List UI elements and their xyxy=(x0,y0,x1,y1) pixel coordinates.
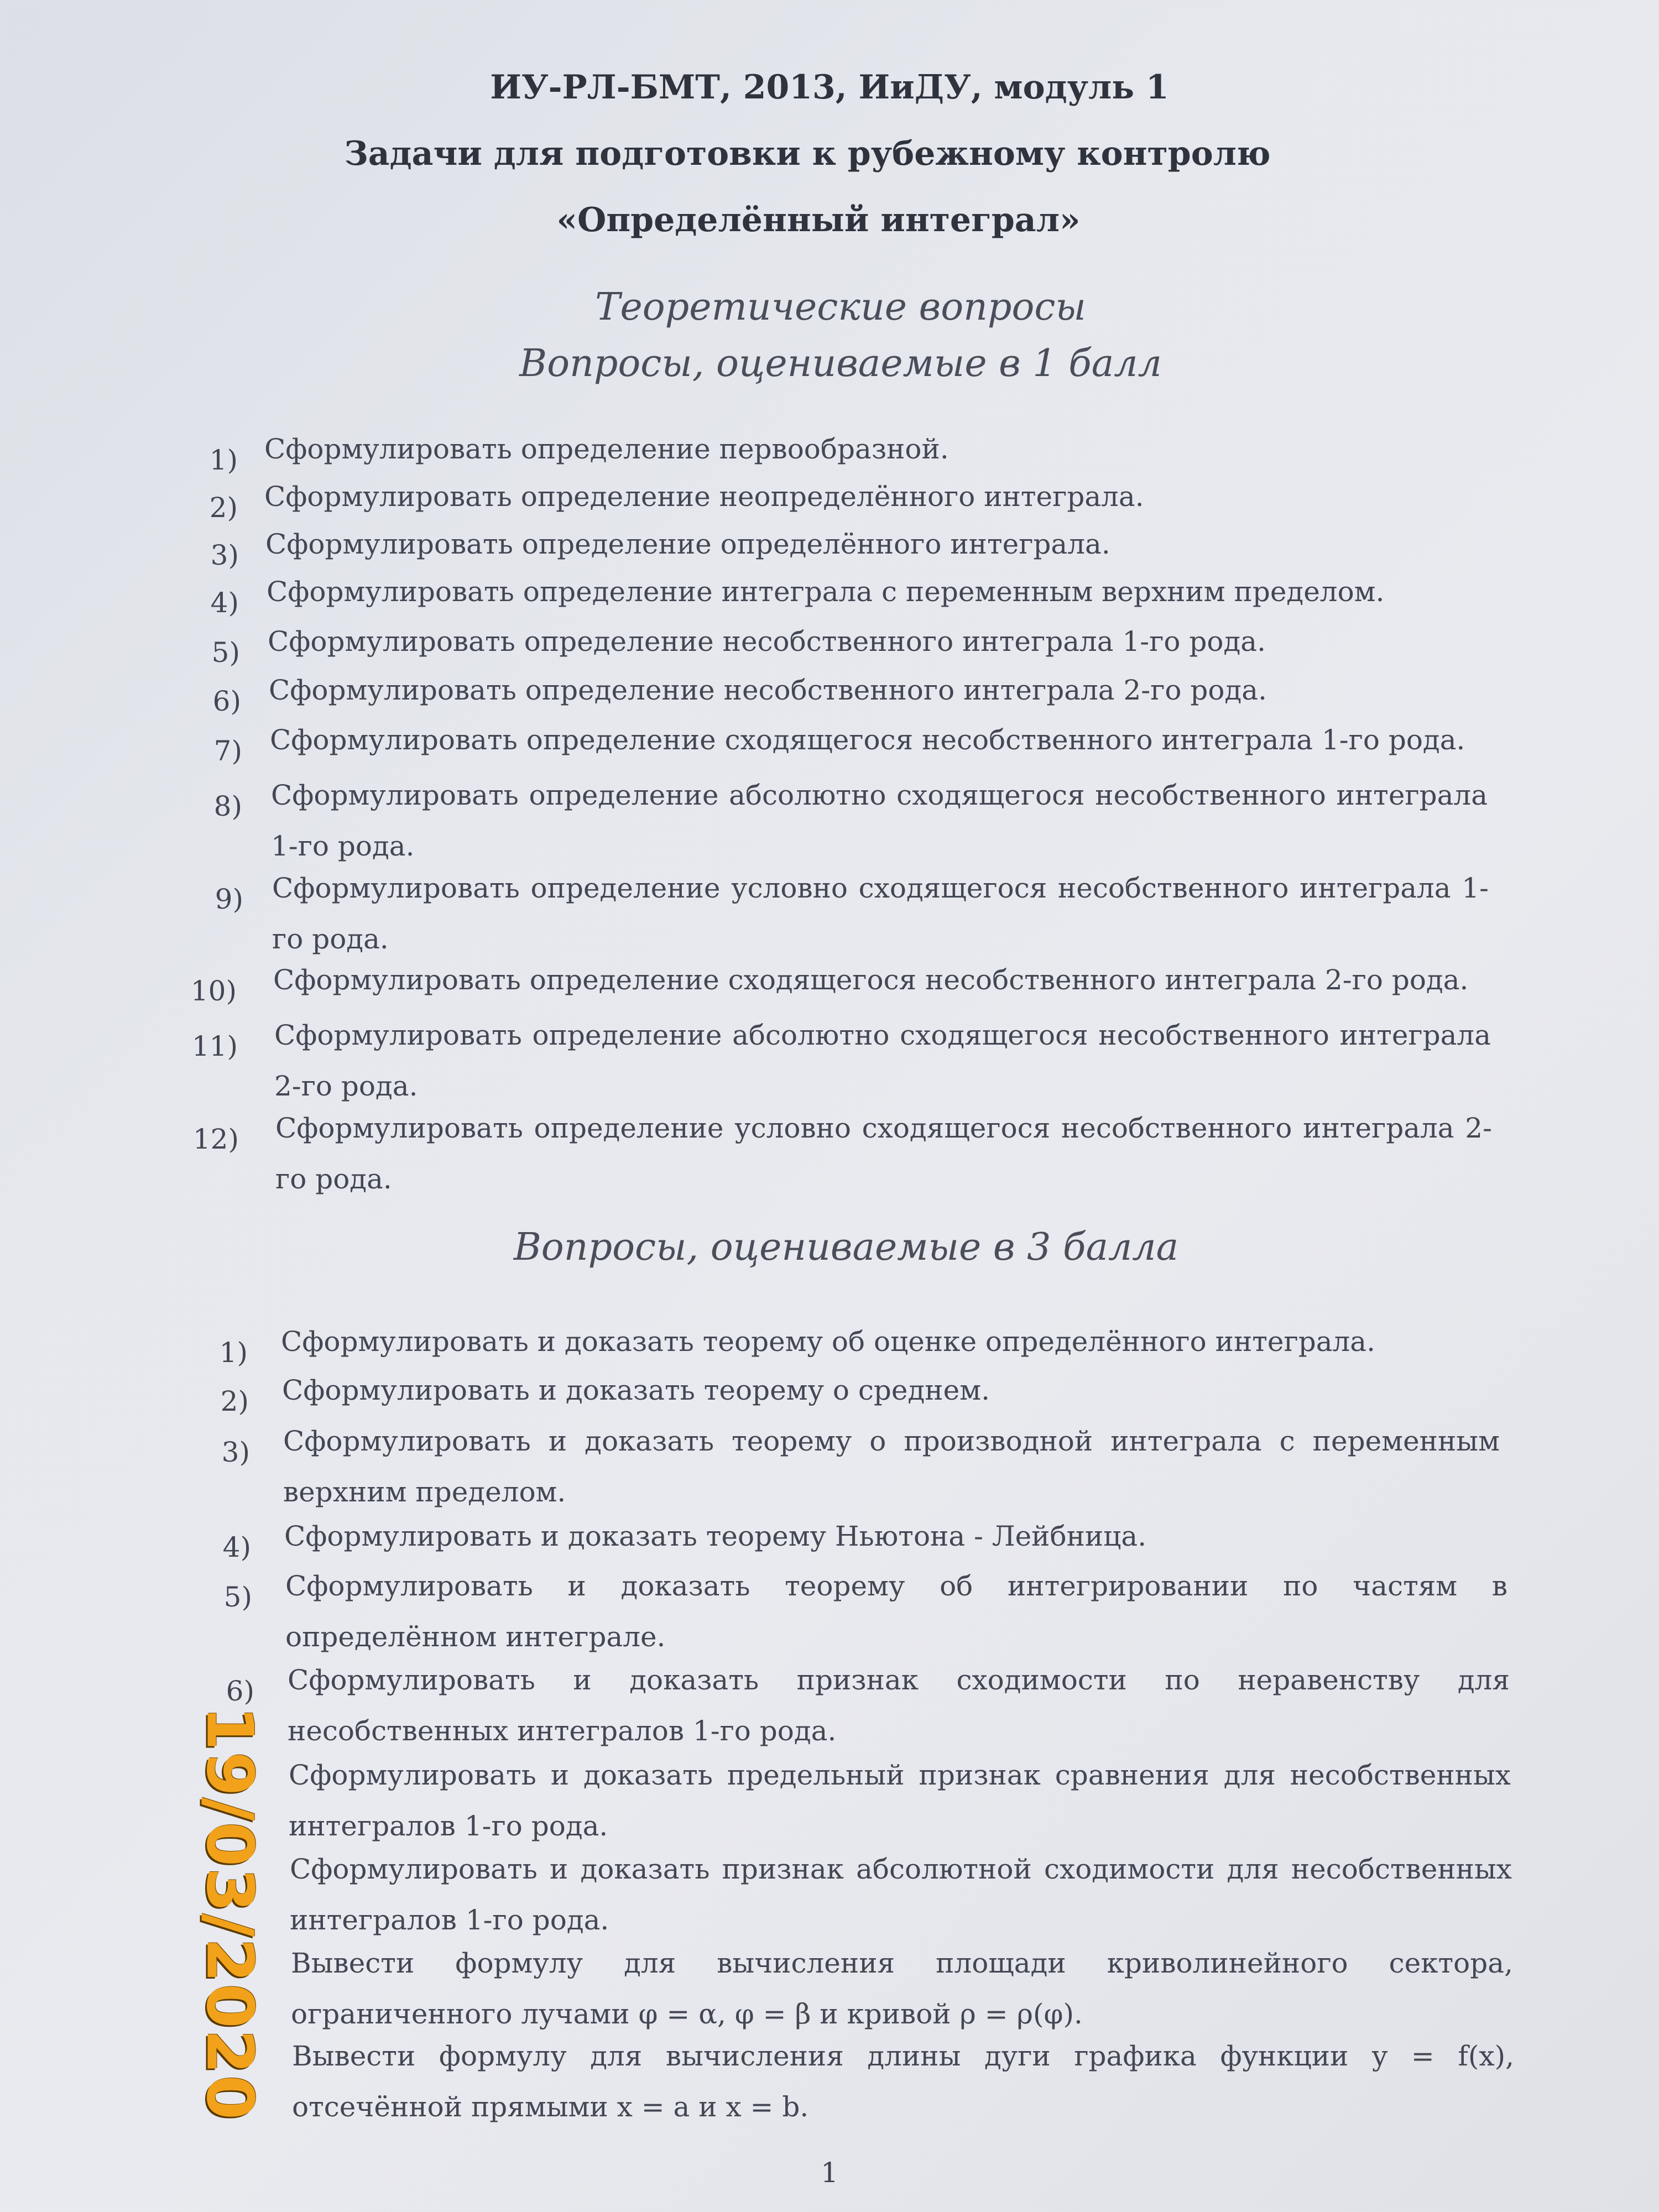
question-text: Сформулировать определение несобственного интеграла 1-го рода. xyxy=(268,625,1266,658)
question-text: Сформулировать определение абсолютно сходящегося несобственного интеграла 1-го рода. xyxy=(271,779,1488,862)
question-number: 6) xyxy=(212,685,241,717)
question-text: Сформулировать определение определённого интеграла. xyxy=(265,528,1110,560)
document-header-topic: «Определённый интеграл» xyxy=(556,201,1081,239)
one-point-section-title: Вопросы, оцениваемые в 1 балл xyxy=(519,342,1162,385)
question-number: 3) xyxy=(210,539,239,571)
question-number: 2) xyxy=(209,492,238,524)
theory-section-title: Теоретические вопросы xyxy=(595,285,1086,329)
question-number: 9) xyxy=(215,883,243,915)
question-text: Сформулировать и доказать теорему об интегрировании по частям в определённом интеграле. xyxy=(285,1570,1507,1653)
question-text: Сформулировать определение абсолютно сходящегося несобственного интеграла 2-го рода. xyxy=(274,1019,1491,1102)
page-number: 1 xyxy=(821,2157,838,2189)
question-text: Сформулировать и доказать теорему об оценке определённого интеграла. xyxy=(281,1326,1376,1358)
question-text: Сформулировать определение первообразной. xyxy=(264,433,949,465)
question-text: Сформулировать и доказать теорему Ньютона - Лейбница. xyxy=(284,1520,1147,1552)
question-text: Сформулировать определение несобственного интеграла 2-го рода. xyxy=(269,674,1267,706)
question-text: Вывести формулу для вычисления площади криволинейного сектора, ограниченного лучами φ = α, φ = β и кривой ρ = ρ(φ). xyxy=(291,1947,1513,2030)
question-number: 8) xyxy=(213,790,242,822)
question-number: 4) xyxy=(222,1531,251,1563)
question-number: 10) xyxy=(190,975,237,1007)
three-point-section-title: Вопросы, оцениваемые в 3 балла xyxy=(513,1225,1179,1269)
question-text: Сформулировать и доказать признак абсолютной сходимости для несобственных интегралов 1-го рода. xyxy=(290,1853,1512,1936)
question-text: Сформулировать определение условно сходящегося несобственного интеграла 1-го рода. xyxy=(272,872,1489,955)
question-text: Сформулировать определение неопределённого интеграла. xyxy=(264,481,1144,513)
question-text: Сформулировать определение условно сходящегося несобственного интеграла 2-го рода. xyxy=(275,1112,1492,1195)
question-number: 7) xyxy=(213,735,242,767)
date-stamp-text: 19/03/2020 xyxy=(192,1705,267,2121)
question-text: Сформулировать определение сходящегося несобственного интеграла 2-го рода. xyxy=(273,964,1469,996)
question-number: 3) xyxy=(221,1436,250,1468)
question-number: 11) xyxy=(191,1030,238,1062)
question-text: Сформулировать и доказать признак сходимости по неравенству для несобственных интегралов 1-го рода. xyxy=(288,1664,1510,1747)
question-number: 4) xyxy=(210,587,239,619)
question-number: 6) xyxy=(226,1675,254,1707)
question-number: 5) xyxy=(211,637,240,669)
date-stamp xyxy=(188,1705,271,2121)
question-number: 1) xyxy=(219,1337,248,1369)
question-text: Сформулировать и доказать теорему о производной интеграла с переменным верхним пределом. xyxy=(283,1425,1500,1508)
question-number: 12) xyxy=(192,1123,239,1155)
question-number: 2) xyxy=(220,1385,249,1417)
question-text: Сформулировать определение сходящегося несобственного интеграла 1-го рода. xyxy=(270,724,1465,756)
question-number: 5) xyxy=(223,1581,252,1613)
question-text: Сформулировать и доказать теорему о среднем. xyxy=(282,1374,990,1406)
question-text: Сформулировать определение интеграла с переменным верхним пределом. xyxy=(267,576,1385,608)
question-text: Сформулировать и доказать предельный признак сравнения для несобственных интегралов 1-го рода. xyxy=(289,1759,1511,1842)
question-text: Вывести формулу для вычисления длины дуги графика функции y = f(x), отсечённой прямыми x = a и x = b. xyxy=(292,2040,1514,2123)
question-number: 1) xyxy=(209,444,238,476)
document-header-purpose: Задачи для подготовки к рубежному контролю xyxy=(344,134,1271,173)
document-header-course: ИУ-РЛ-БМТ, 2013, ИиДУ, модуль 1 xyxy=(490,68,1169,107)
